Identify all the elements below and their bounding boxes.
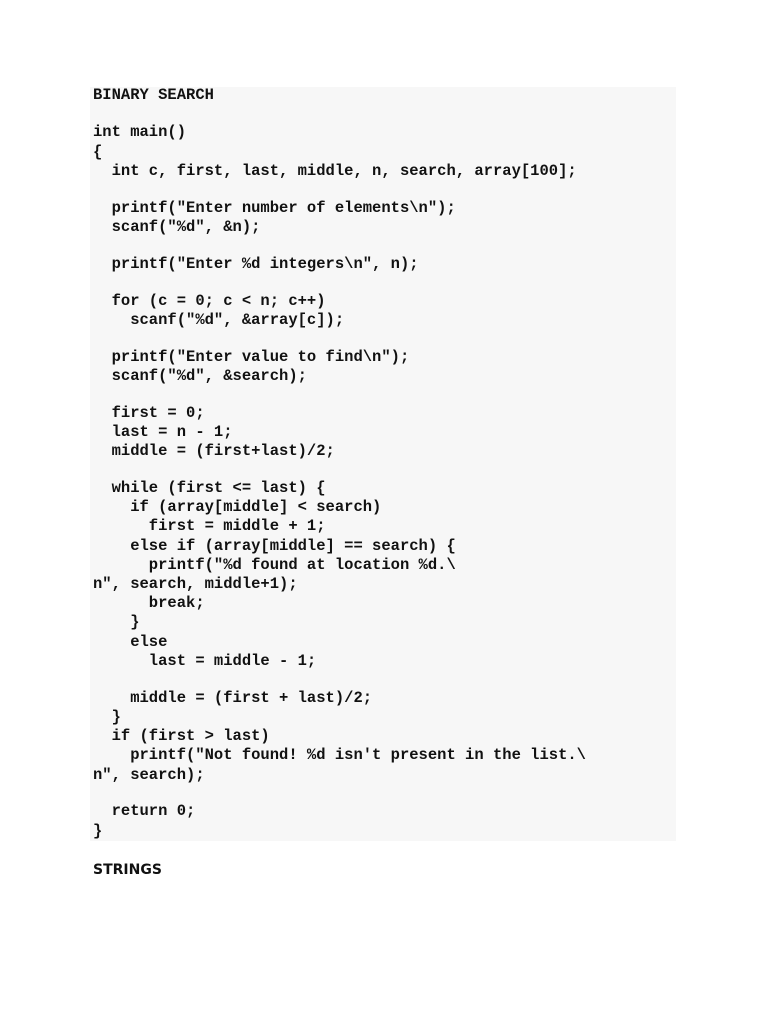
code-line: while (first <= last) { xyxy=(93,479,326,497)
code-line: break; xyxy=(93,594,205,612)
code-line: { xyxy=(93,143,103,161)
code-line: n", search, middle+1); xyxy=(93,575,298,593)
code-line: return 0; xyxy=(93,802,196,820)
code-line: first = 0; xyxy=(93,404,205,422)
code-line: printf("Not found! %d isn't present in the list.\ xyxy=(93,746,586,764)
code-line: if (array[middle] < search) xyxy=(93,498,382,516)
code-line: for (c = 0; c < n; c++) xyxy=(93,292,326,310)
code-line: int c, first, last, middle, n, search, array[100]; xyxy=(93,162,577,180)
code-line: scanf("%d", &n); xyxy=(93,218,261,236)
code-line: int main() xyxy=(93,123,187,141)
code-line: } xyxy=(93,708,121,726)
code-line: scanf("%d", &array[c]); xyxy=(93,311,345,329)
code-line: printf("Enter number of elements\n"); xyxy=(93,199,456,217)
code-line: last = middle - 1; xyxy=(93,652,317,670)
code-line: printf("%d found at location %d.\ xyxy=(93,556,456,574)
binary-search-heading: BINARY SEARCH xyxy=(93,86,214,104)
code-line: middle = (first + last)/2; xyxy=(93,689,373,707)
code-line: else if (array[middle] == search) { xyxy=(93,537,456,555)
code-line: scanf("%d", &search); xyxy=(93,367,307,385)
code-line: if (first > last) xyxy=(93,727,270,745)
code-line: } xyxy=(93,822,103,840)
code-line: else xyxy=(93,633,168,651)
code-line: middle = (first+last)/2; xyxy=(93,442,335,460)
code-line: } xyxy=(93,613,140,631)
strings-heading: STRINGS xyxy=(93,862,162,878)
code-line: first = middle + 1; xyxy=(93,517,326,535)
code-line: last = n - 1; xyxy=(93,423,233,441)
code-line: printf("Enter %d integers\n", n); xyxy=(93,255,419,273)
code-line: n", search); xyxy=(93,766,205,784)
code-line: printf("Enter value to find\n"); xyxy=(93,348,410,366)
